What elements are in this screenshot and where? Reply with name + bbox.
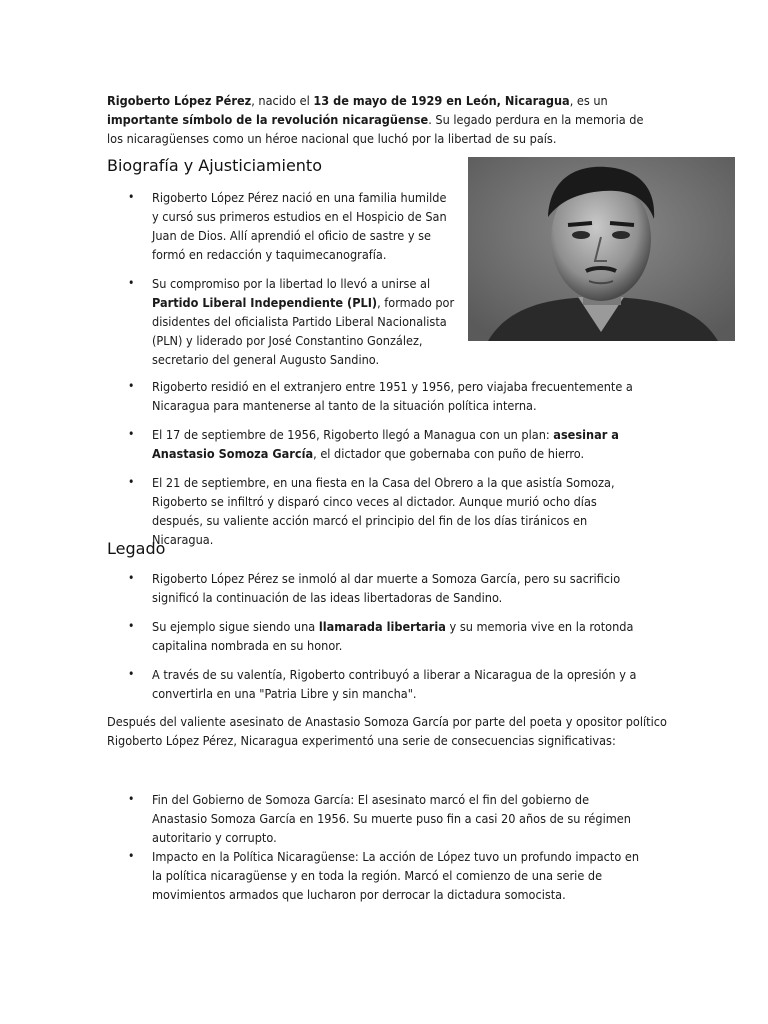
intro-text: , nacido el: [251, 93, 314, 108]
list-item: [0, 617, 642, 655]
bullet-icon: •: [128, 571, 135, 585]
list-item: [0, 665, 642, 703]
biography-list-continued: [0, 377, 642, 549]
list-item-text: El 21 de septiembre, en una fiesta en la Casa del Obrero a la que asistía Somoza, Rigoberto se infiltró y disparó cinco veces al dictador. Aunque murió ocho días después, su valiente acción marcó el principio del fin de los días tiránicos en Nicaragua.: [152, 475, 615, 547]
bullet-icon: •: [128, 792, 135, 806]
intro-paragraph: [107, 91, 647, 148]
bullet-icon: •: [128, 379, 135, 393]
biography-heading: Biografía y Ajusticiamiento: [107, 156, 322, 175]
bullet-icon: •: [128, 427, 135, 441]
legacy-list: [0, 569, 642, 703]
bullet-icon: •: [128, 619, 135, 633]
consequences-intro: Después del valiente asesinato de Anastasio Somoza García por parte del poeta y opositor político Rigoberto López Pérez, Nicaragua experimentó una serie de consecuencias significativas:: [107, 714, 667, 748]
list-item-text: Fin del Gobierno de Somoza García: El asesinato marcó el fin del gobierno de Anastasio Somoza García en 1956. Su muerte puso fin a casi 20 años de su régimen autoritario y corrupto.: [152, 792, 631, 845]
bullet-icon: •: [128, 190, 135, 204]
list-item: [0, 569, 642, 607]
intro-text: . Su legado perdura en la memoria de los nicaragüenses como un héroe nacional que luchó por la libertad de su país.: [107, 112, 644, 146]
list-item-text: , el dictador que gobernaba con puño de hierro.: [313, 446, 585, 461]
legacy-heading: Legado: [107, 539, 166, 558]
list-item-text: Impacto en la Política Nicaragüense: La acción de López tuvo un profundo impacto en la política nicaragüense y en toda la región. Marcó el comienzo de una serie de movimientos armados que lucharon por derrocar la dictadura somocista.: [152, 849, 640, 902]
list-item: [0, 425, 642, 463]
intro-symbol: importante símbolo de la revolución nicaragüense: [107, 112, 429, 127]
list-item: [0, 377, 642, 415]
list-item-text: Rigoberto residió en el extranjero entre 1951 y 1956, pero viajaba frecuentemente a Nicaragua para mantenerse al tanto de la situación política interna.: [152, 379, 633, 413]
plan-text: asesinar a Anastasio Somoza García: [152, 427, 619, 461]
list-item-text: , formado por disidentes del oficialista Partido Liberal Nacionalista (PLN) y liderado por José Constantino González, secretario del general Augusto Sandino.: [152, 295, 455, 367]
party-name: Partido Liberal Independiente (PLI): [152, 295, 378, 310]
llamarada-text: llamarada libertaria: [318, 619, 446, 634]
list-item-text: y su memoria vive en la rotonda capitalina nombrada en su honor.: [152, 619, 634, 653]
bullet-icon: •: [128, 276, 135, 290]
list-item: [0, 274, 456, 369]
consequences-list: [0, 790, 642, 904]
portrait-photo: [468, 157, 735, 341]
list-item: [0, 790, 642, 847]
bullet-icon: •: [128, 667, 135, 681]
list-item: [0, 473, 642, 549]
intro-name: Rigoberto López Pérez: [107, 93, 252, 108]
list-item-text: Su compromiso por la libertad lo llevó a unirse al: [152, 276, 431, 291]
bullet-icon: •: [128, 849, 135, 863]
list-item-text: Rigoberto López Pérez nació en una familia humilde y cursó sus primeros estudios en el Hospicio de San Juan de Dios. Allí aprendió el oficio de sastre y se formó en redacción y taquimecanografía.: [152, 190, 447, 262]
bullet-icon: •: [128, 475, 135, 489]
intro-birth: 13 de mayo de 1929 en León, Nicaragua: [313, 93, 570, 108]
biography-list: [0, 188, 456, 369]
list-item-text: A través de su valentía, Rigoberto contribuyó a liberar a Nicaragua de la opresión y a convertirla en una "Patria Libre y sin mancha".: [152, 667, 637, 701]
list-item-text: El 17 de septiembre de 1956, Rigoberto llegó a Managua con un plan:: [152, 427, 554, 442]
intro-text: , es un: [569, 93, 608, 108]
list-item-text: Su ejemplo sigue siendo una: [152, 619, 319, 634]
list-item-text: Rigoberto López Pérez se inmoló al dar muerte a Somoza García, pero su sacrificio significó la continuación de las ideas libertadoras de Sandino.: [152, 571, 621, 605]
list-item: [0, 847, 642, 904]
list-item: [0, 188, 456, 264]
